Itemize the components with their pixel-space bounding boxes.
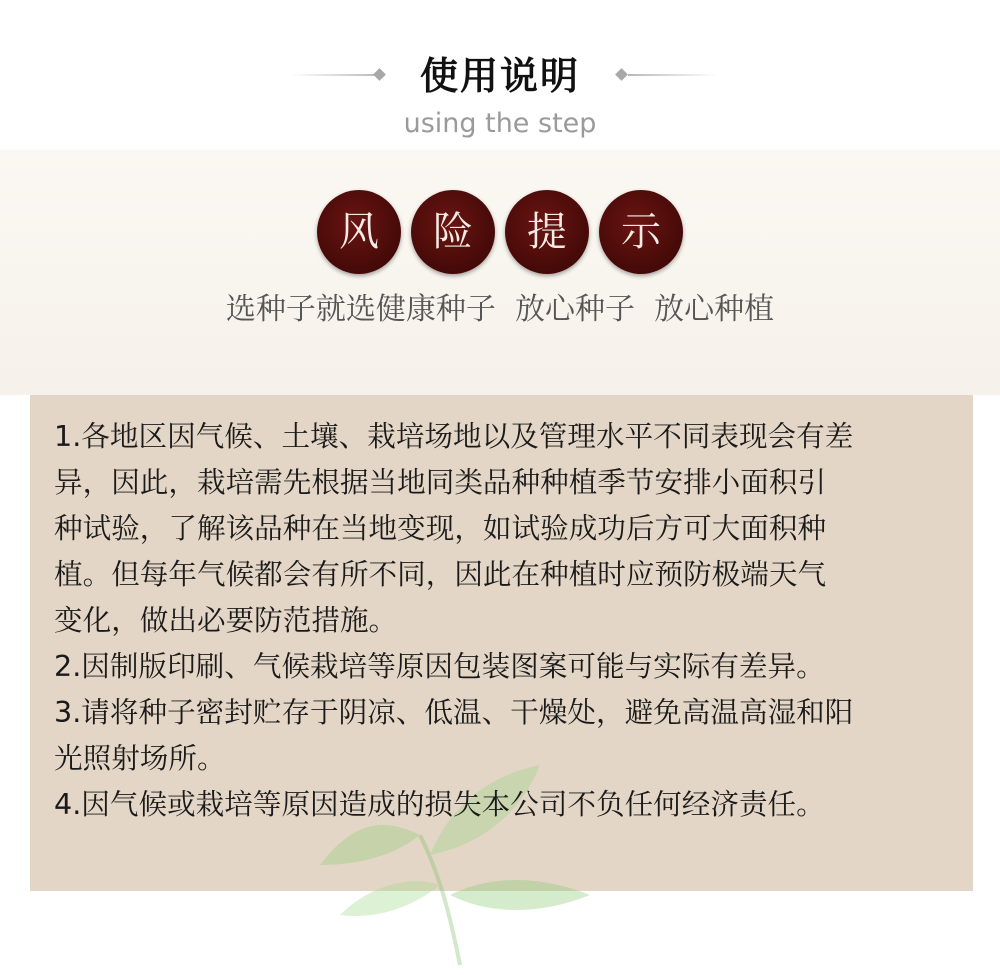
notice-line: 1.各地区因气候、土壤、栽培场地以及管理水平不同表现会有差: [54, 419, 854, 453]
notice-text: [54, 413, 964, 827]
risk-badges: [0, 190, 1000, 280]
title-row: [0, 46, 1000, 106]
notice-line: 种试验，了解该品种在当地变现，如试验成功后方可大面积种: [54, 511, 827, 545]
risk-badge-1: 风: [317, 190, 401, 274]
notice-panel: [30, 395, 973, 891]
slogan: 选种子就选健康种子 放心种子 放心种植: [225, 292, 775, 327]
page-title: 使用说明: [419, 54, 580, 98]
notice-line: 异，因此，栽培需先根据当地同类品种种植季节安排小面积引: [54, 465, 827, 499]
title-divider-right: [628, 74, 718, 76]
risk-badge-2: 险: [411, 190, 495, 274]
risk-badge-4: 示: [599, 190, 683, 274]
risk-badge-3: 提: [505, 190, 589, 274]
notice-line: 4.因气候或栽培等原因造成的损失本公司不负任何经济责任。: [54, 787, 825, 821]
page-subtitle: using the step: [403, 108, 597, 139]
notice-line: 植。但每年气候都会有所不同，因此在种植时应预防极端天气: [54, 557, 827, 591]
notice-line: 2.因制版印刷、气候栽培等原因包装图案可能与实际有差异。: [54, 649, 825, 683]
notice-line: 变化，做出必要防范措施。: [54, 603, 398, 637]
notice-line: 3.请将种子密封贮存于阴凉、低温、干燥处，避免高温高湿和阳: [54, 695, 854, 729]
notice-line: 光照射场所。: [54, 741, 226, 775]
